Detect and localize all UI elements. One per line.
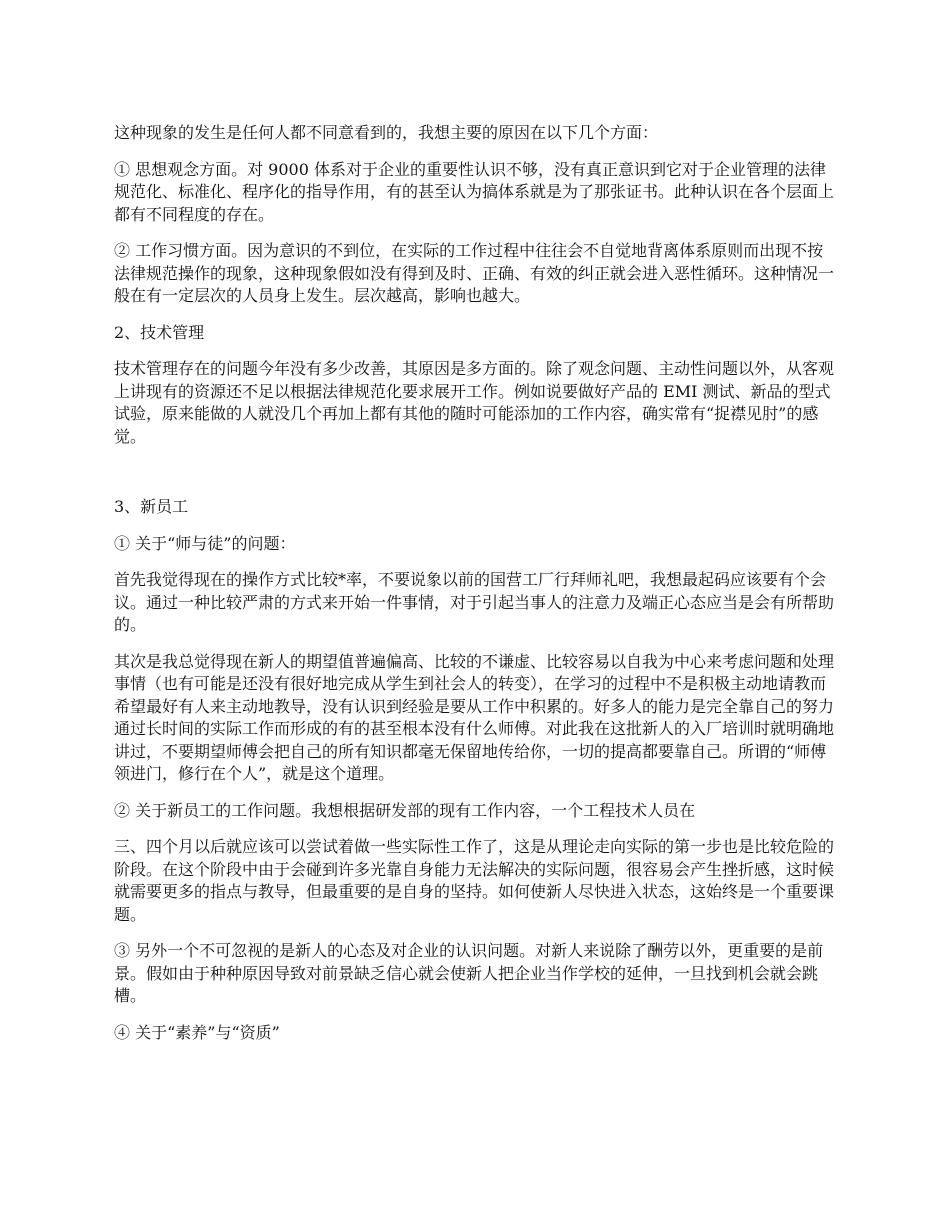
intro-paragraph: 这种现象的发生是任何人都不同意看到的，我想主要的原因在以下几个方面： — [114, 123, 659, 142]
paragraph-practical-work: 三、四个月以后就应该可以尝试着做一些实际性工作了，这是从理论走向实际的第一步也是比较危险的阶段。在这个阶段中由于会碰到许多光靠自身能力无法解决的实际问题，很容易会产生挫折感，这时候就需要更多的指点与教导，但最重要的是自身的坚持。如何使新人尽快进入状态，这始终是一个重要课题。 — [114, 837, 835, 924]
section-heading-technical-management: 2、技术管理 — [114, 322, 205, 342]
point-thinking-concept: ① 思想观念方面。对 9000 体系对于企业的重要性认识不够，没有真正意识到它对于企业管理的法律规范化、标准化、程序化的指导作用，有的甚至认为搞体系就是为了那张证书。此种认识在各个层面上都有不同程度的存在。 — [114, 159, 835, 224]
section-heading-new-employees: 3、新员工 — [114, 497, 189, 516]
paragraph-operation-method: 首先我觉得现在的操作方式比较*率，不要说象以前的国营工厂行拜师礼吧，我想最起码应该要有个会议。通过一种比较严肃的方式来开始一件事情，对于引起当事人的注意力及端正心态应当是会有所帮助的。 — [114, 570, 835, 634]
paragraph-new-employee-expectations: 其次是我总觉得现在新人的期望值普遍偏高、比较的不谦虚、比较容易以自我为中心来考虑问题和处理事情（也有可能是还没有很好地完成从学生到社会人的转变），在学习的过程中不是积极主动地请教而希望最好有人来主动地教导，没有认识到经验是要从工作中积累的。好多人的能力是完全靠自己的努力通过长时间的实际工作而形成的有的甚至根本没有什么师傅。对此我在这批新人的入厂培训时就明确地讲过，不要期望师傅会把自己的所有知识都毫无保留地传给你，一切的提高都要靠自己。所谓的“师傅领进门，修行在个人”，就是这个道理。 — [114, 651, 835, 783]
point-work-habits: ② 工作习惯方面。因为意识的不到位，在实际的工作过程中往往会不自觉地背离体系原则而出现不按法律规范操作的现象，这种现象假如没有得到及时、正确、有效的纠正就会进入恶性循环。这种情况一般在有一定层次的人员身上发生。层次越高，影响也越大。 — [114, 241, 835, 305]
point-literacy-qualification: ④ 关于“素养”与“资质” — [114, 1022, 280, 1042]
document-body — [114, 122, 838, 1058]
point-new-employee-work: ② 关于新员工的工作问题。我想根据研发部的现有工作内容，一个工程技术人员在 — [114, 800, 696, 820]
technical-management-paragraph: 技术管理存在的问题今年没有多少改善，其原因是多方面的。除了观念问题、主动性问题以外，从客观上讲现有的资源还不足以根据法律规范化要求展开工作。例如说要做好产品的 EMI 测试、新品的型式试验，原来能做的人就没几个再加上都有其他的随时可能添加的工作内容，确实常有“捉襟见肘”的感觉。 — [114, 359, 835, 446]
point-mindset: ③ 另外一个不可忽视的是新人的心态及对企业的认识问题。对新人来说除了酬劳以外，更重要的是前景。假如由于种种原因导致对前景缺乏信心就会使新人把企业当作学校的延伸，一旦找到机会就会跳槽。 — [114, 941, 824, 1005]
point-master-apprentice: ① 关于“师与徒”的问题： — [114, 533, 296, 553]
section-spacer — [114, 462, 838, 496]
